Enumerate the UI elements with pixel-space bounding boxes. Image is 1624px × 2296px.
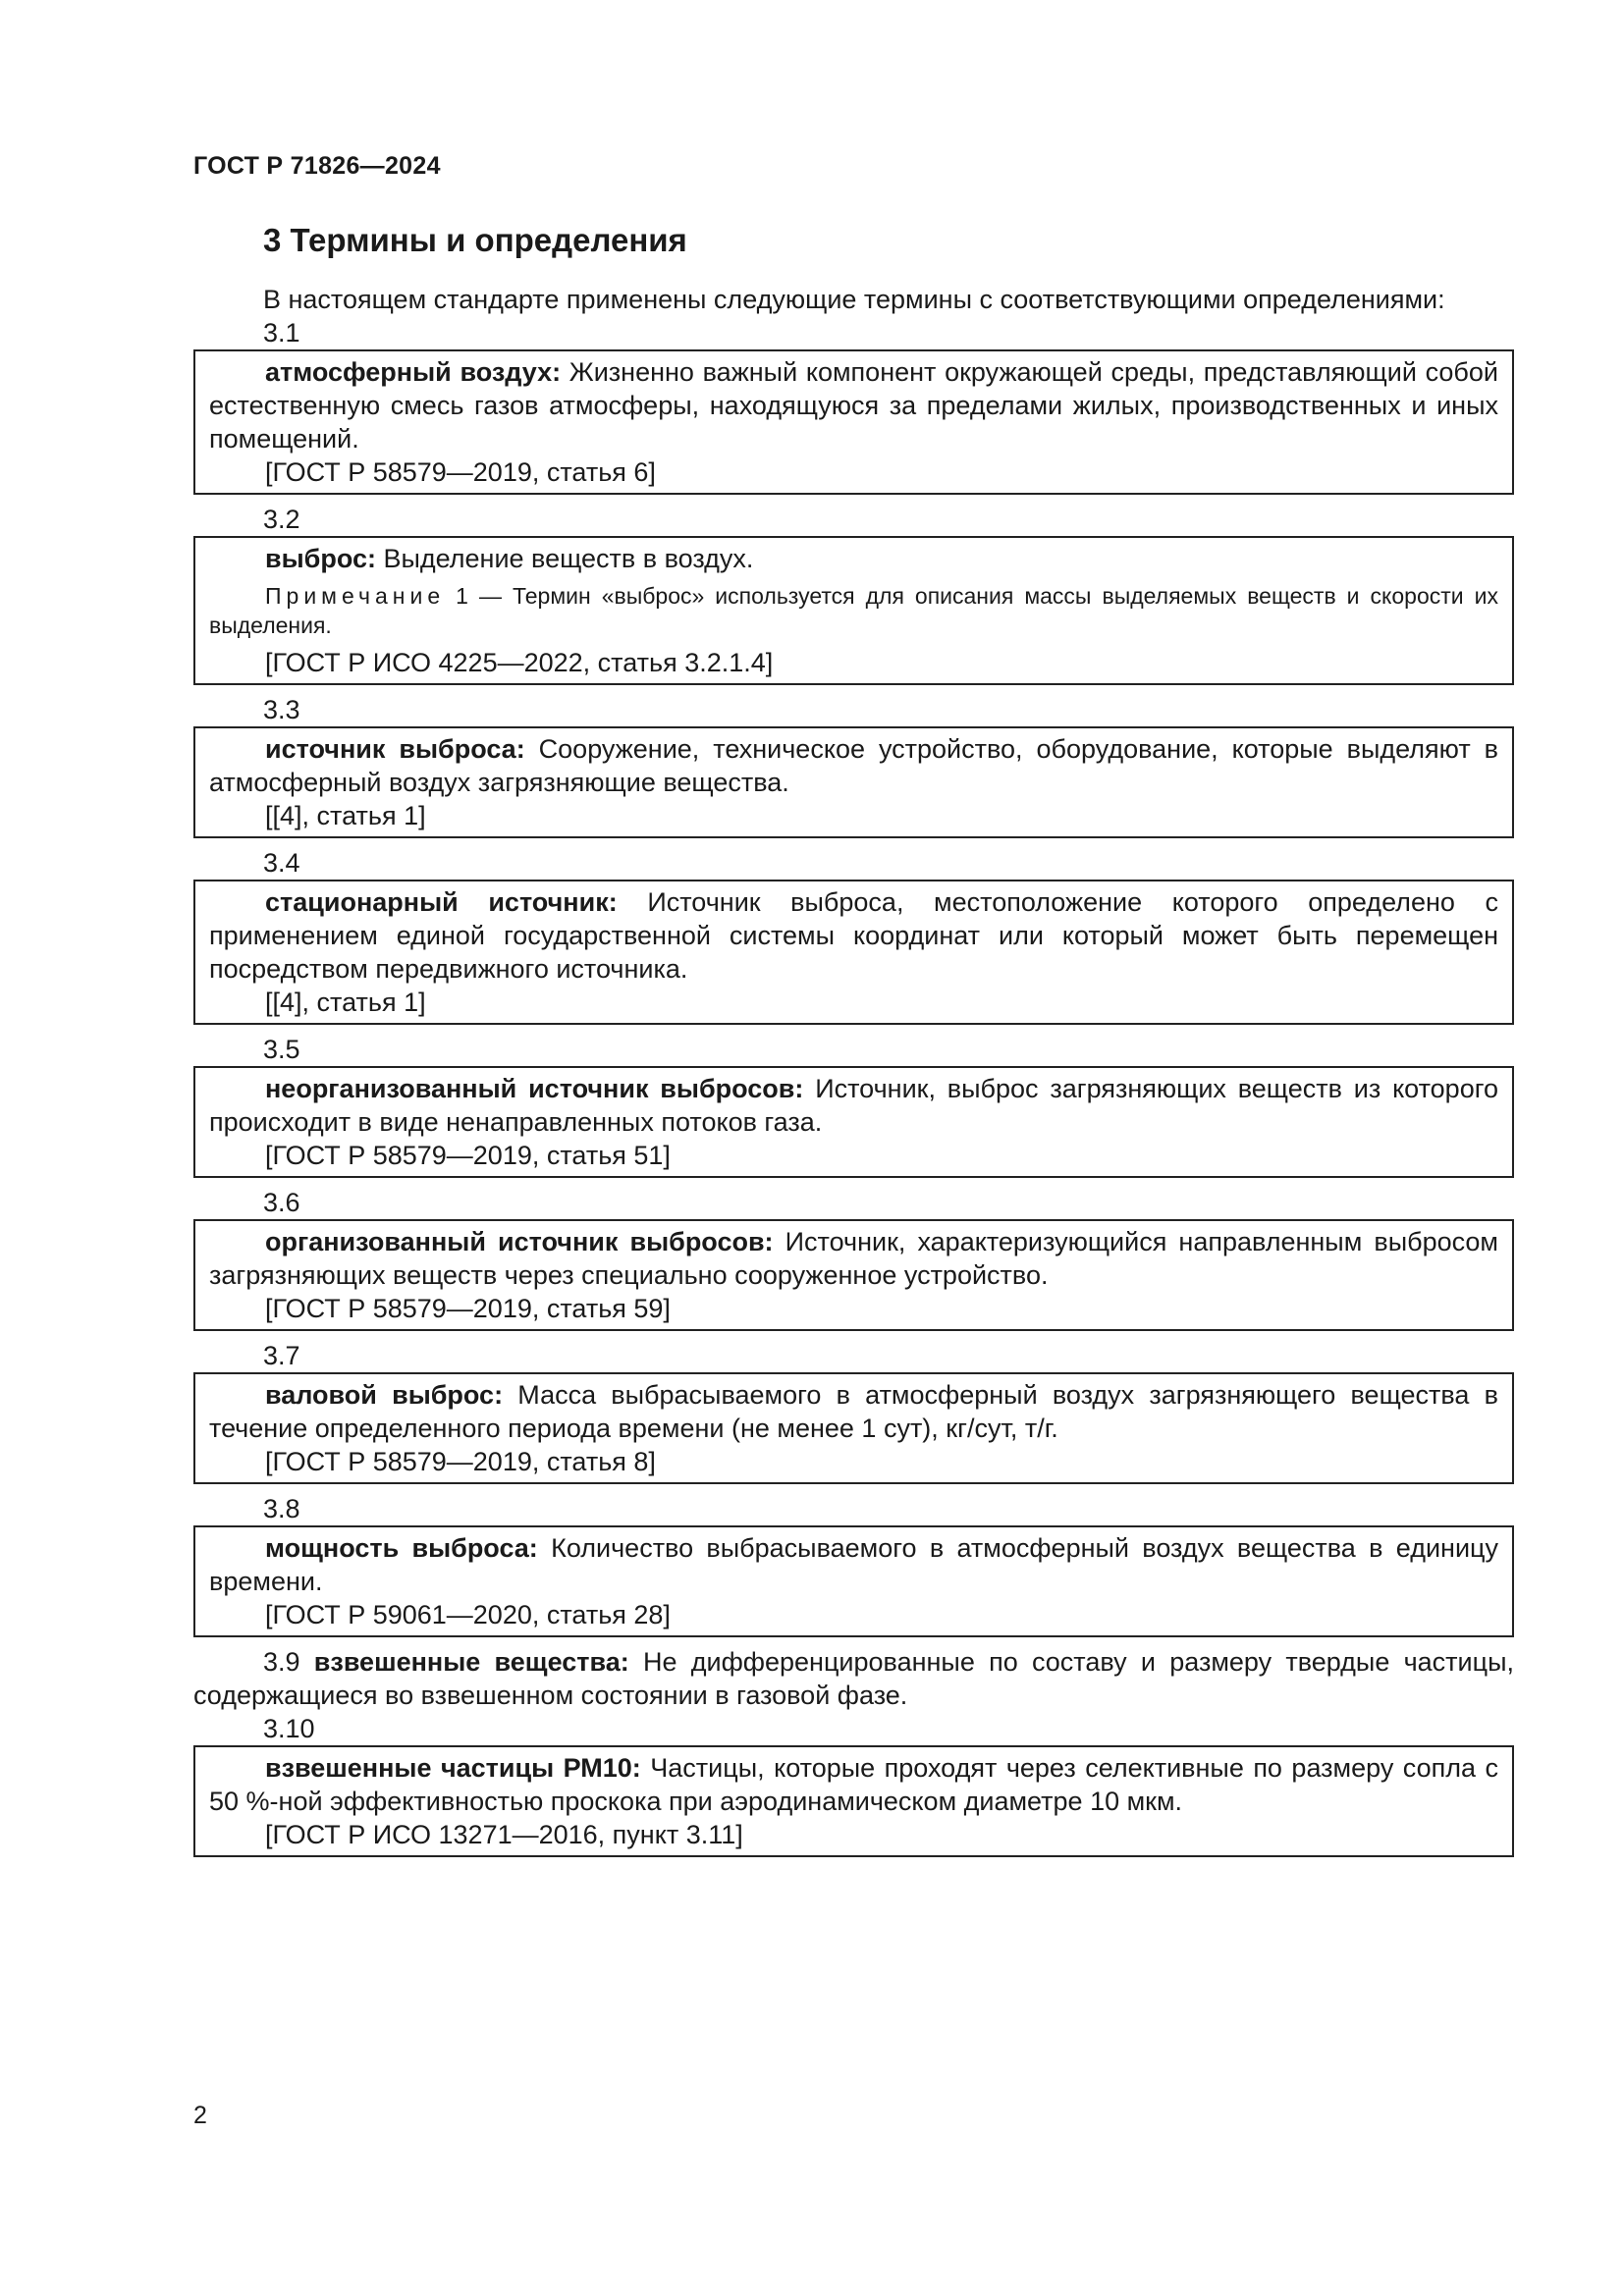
document-header: ГОСТ Р 71826—2024 [193,152,441,180]
page-number: 2 [193,2102,207,2129]
term-box [193,1745,1514,1857]
term-definition [209,1072,1498,1139]
term-definition-free [193,1645,1514,1712]
term-note [209,581,1498,640]
term-number: 3.8 [263,1494,300,1523]
term-box [193,1066,1514,1178]
term-name: организованный источник выбросов: [265,1227,774,1256]
term-box [193,1219,1514,1331]
intro-text: В настоящем стандарте применены следующие термины с соответствующими определениями: [263,285,1445,314]
definition-text: Масса выбрасываемого в атмосферный воздух загрязняющего вещества в течение определенного периода времени (не менее 1 сут), кг/сут, т/г. [209,1380,1498,1443]
definition-text: Сооружение, техническое устройство, оборудование, которые выделяют в атмосферный воздух загрязняющие вещества. [209,734,1498,797]
term-definition [209,1378,1498,1445]
term-number: 3.2 [263,505,300,534]
term-definition [209,732,1498,799]
term-source: [[4], статья 1] [265,988,426,1017]
definition-text: Выделение веществ в воздух. [375,544,754,573]
term-box [193,726,1514,838]
term-name: источник выброса: [265,734,525,764]
term-number: 3.5 [263,1035,300,1064]
term-definition [209,1225,1498,1292]
term-source: [ГОСТ Р ИСО 13271—2016, пункт 3.11] [265,1820,743,1849]
definition-text: Количество выбрасываемого в атмосферный воздух вещества в единицу времени. [209,1533,1498,1596]
term-source: [ГОСТ Р ИСО 4225—2022, статья 3.2.1.4] [265,648,774,677]
term-number: 3.4 [263,848,300,878]
terms-content [193,283,1514,1865]
term-source: [[4], статья 1] [265,801,426,830]
definition-text: Источник, характеризующийся направленным выбросом загрязняющих веществ через специально сооруженное устройство. [209,1227,1498,1290]
definition-text: Не дифференцированные по составу и размеру твердые частицы, содержащиеся во взвешенном состоянии в газовой фазе. [193,1647,1515,1710]
term-number: 3.1 [263,318,300,347]
term-name: мощность выброса: [265,1533,538,1563]
definition-text: Источник выброса, местоположение которого определено с применением единой государственной системы координат или который может быть перемещен посредством передвижного источника. [209,887,1498,984]
term-source: [ГОСТ Р 58579—2019, статья 6] [265,457,656,487]
term-name: стационарный источник: [265,887,618,917]
term-definition [209,355,1498,455]
term-name: взвешенные вещества: [313,1647,629,1677]
term-number: 3.3 [263,695,300,724]
term-source: [ГОСТ Р 58579—2019, статья 8] [265,1447,656,1476]
term-name: атмосферный воздух: [265,357,562,387]
term-name: неорганизованный источник выбросов: [265,1074,804,1103]
term-box [193,880,1514,1025]
term-box [193,1525,1514,1637]
term-definition [209,885,1498,986]
term-source: [ГОСТ Р 59061—2020, статья 28] [265,1600,671,1629]
term-number: 3.10 [263,1714,315,1743]
definition-text: Источник, выброс загрязняющих веществ из которого происходит в виде ненаправленных потоков газа. [209,1074,1498,1137]
term-source: [ГОСТ Р 58579—2019, статья 51] [265,1141,671,1170]
note-label: Примечание [265,583,446,609]
note-text: 1 — Термин «выброс» используется для описания массы выделяемых веществ и скорости их выделения. [209,583,1498,638]
term-name: выброс: [265,544,376,573]
term-box [193,1372,1514,1484]
definition-text: Жизненно важный компонент окружающей среды, представляющий собой естественную смесь газов атмосферы, находящуюся за пределами жилых, производственных и иных помещений. [209,357,1498,454]
section-title: 3 Термины и определения [263,222,687,258]
term-definition [209,1531,1498,1598]
term-name: валовой выброс: [265,1380,504,1410]
term-box [193,536,1514,685]
term-number: 3.6 [263,1188,300,1217]
term-source: [ГОСТ Р 58579—2019, статья 59] [265,1294,671,1323]
term-number: 3.7 [263,1341,300,1370]
term-name: взвешенные частицы РМ10: [265,1753,641,1783]
term-definition [209,542,1498,575]
definition-text: Частицы, которые проходят через селективные по размеру сопла с 50 %-ной эффективностью проскока при аэродинамическом диаметре 10 мкм. [209,1753,1498,1816]
term-definition [209,1751,1498,1818]
term-box [193,349,1514,495]
term-number: 3.9 [263,1647,314,1677]
